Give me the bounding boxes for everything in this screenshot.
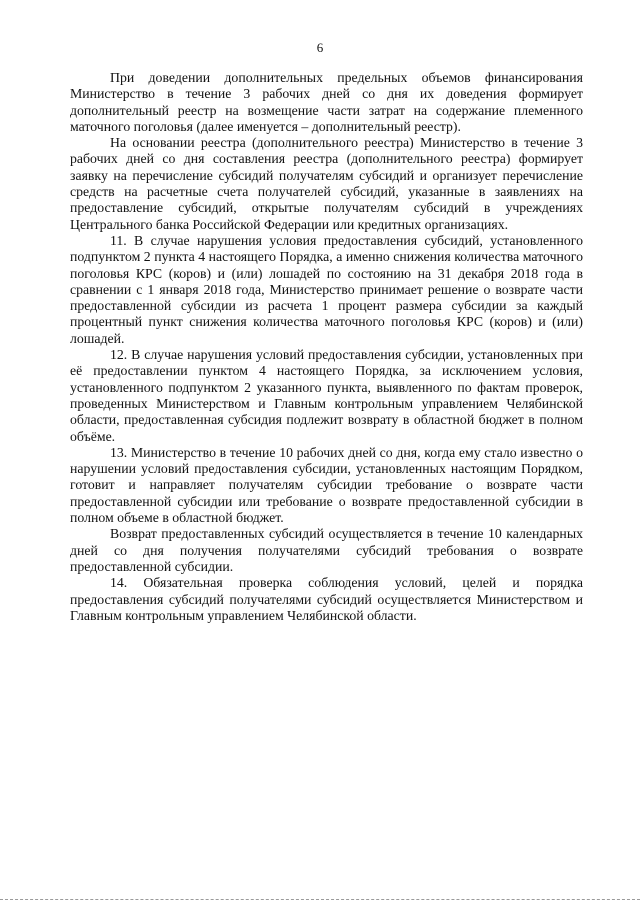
paragraph-clause-11: 11. В случае нарушения условия предоставления субсидий, установленного подпунктом 2 пункта 4 настоящего Порядка, а именно снижения количества маточного поголовья КРС (коров) и (или) лошадей по состоянию на 31 декабря 2018 года в сравнении с 1 января 2018 года, Министерство принимает решение о возврате части предоставленной субсидии из расчета 1 процент размера субсидии за каждый процентный пункт снижения количества маточного поголовья КРС (коров) и (или) лошадей. <box>70 232 583 346</box>
paragraph-clause-14: 14. Обязательная проверка соблюдения условий, целей и порядка предоставления субсидий получателями субсидий осуществляется Министерством и Главным контрольным управлением Челябинской области. <box>70 575 583 623</box>
paragraph-additional-registry: При доведении дополнительных предельных объемов финансирования Министерство в течение 3 рабочих дней со дня их доведения формирует дополнительный реестр на возмещение части затрат на содержание племенного маточного поголовья (далее именуется – дополнительный реестр). <box>70 70 583 134</box>
page-bottom-edge <box>0 899 640 900</box>
paragraph-refund-term: Возврат предоставленных субсидий осуществляется в течение 10 календарных дней со дня получения получателями субсидий требования о возврате предоставленной субсидии. <box>70 526 583 574</box>
paragraph-clause-13: 13. Министерство в течение 10 рабочих дней со дня, когда ему стало известно о нарушении условий предоставления субсидии, установленных настоящим Порядком, готовит и направляет получателям субсидии требование о возврате части предоставленной субсидии или требование о возврате предоставленной субсидии в полном объеме в областной бюджет. <box>70 444 583 526</box>
paragraph-funds-transfer: На основании реестра (дополнительного реестра) Министерство в течение 3 рабочих дней со дня составления реестра (дополнительного реестра) формирует заявку на перечисление субсидий получателям субсидий и организует перечисление средств на расчетные счета получателей субсидий, указанные в заявлениях на предоставление субсидий, открытые получателям субсидий в учреждениях Центрального банка Российской Федерации или кредитных организациях. <box>70 135 583 232</box>
paragraph-clause-12: 12. В случае нарушения условий предоставления субсидии, установленных при её предоставлении пунктом 4 настоящего Порядка, за исключением условия, установленного подпунктом 2 указанного пункта, выявленного по фактам проверок, проведенных Министерством и Главным контрольным управлением Челябинской области, предоставленная субсидия подлежит возврату в областной бюджет в полном объёме. <box>70 347 583 444</box>
document-body <box>70 70 583 624</box>
page-number: 6 <box>316 40 324 55</box>
